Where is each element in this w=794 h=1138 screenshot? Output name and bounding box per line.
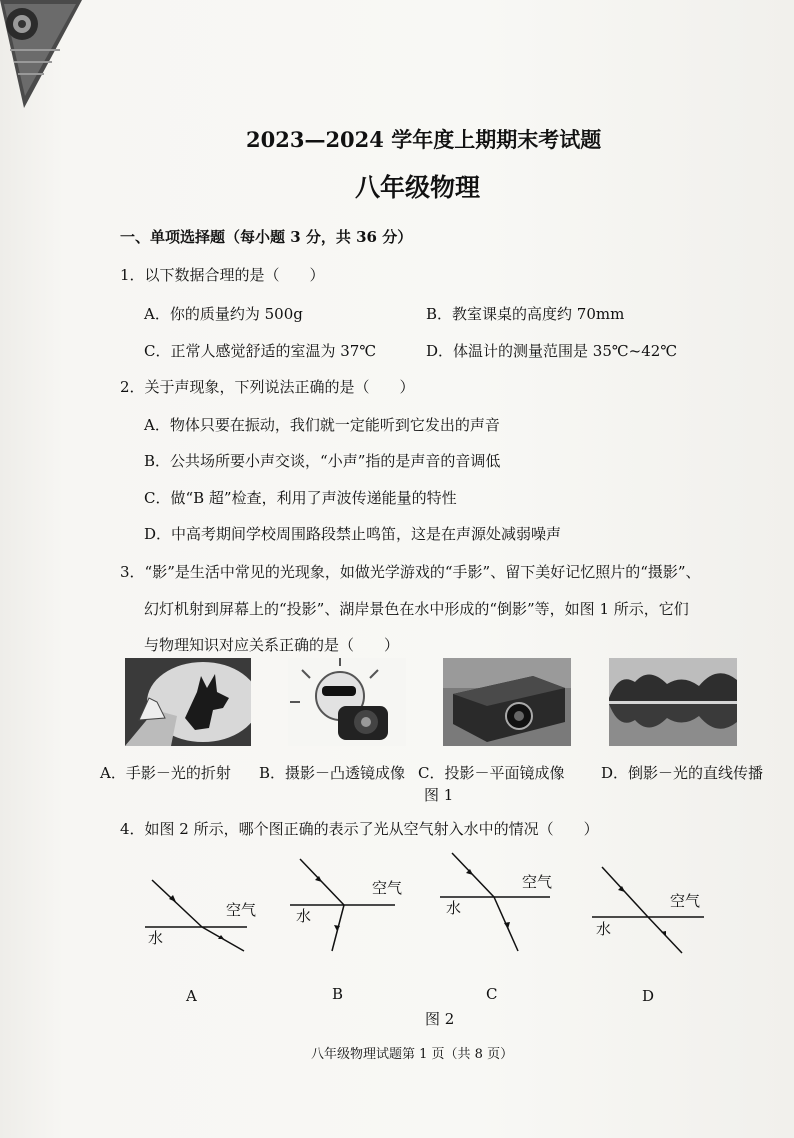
q3-option-a: A．手影－光的折射	[100, 764, 231, 782]
diagram-d	[592, 845, 722, 960]
q2-option-a: A．物体只要在振动，我们就一定能听到它发出的声音	[144, 416, 500, 434]
camera-photo	[288, 658, 406, 746]
q2-option-b: B．公共场所要小声交谈，“小声”指的是声音的音调低	[144, 452, 501, 470]
lace-corner-decoration	[0, 0, 82, 110]
q3-line1: 3．“影”是生活中常见的光现象，如做光学游戏的“手影”、留下美好记忆照片的“摄影”、	[120, 563, 701, 581]
figure1-caption: 图 1	[424, 786, 454, 804]
q2-option-d: D．中高考期间学校周围路段禁止鸣笛，这是在声源处减弱噪声	[144, 525, 562, 543]
q1-stem: 1．以下数据合理的是（ ）	[120, 266, 325, 284]
diagram-a	[140, 845, 270, 960]
page-footer: 八年级物理试题第 1 页（共 8 页）	[311, 1047, 514, 1062]
q2-option-c: C．做“B 超”检查，利用了声波传递能量的特性	[144, 489, 457, 507]
q3-option-b: B．摄影－凸透镜成像	[259, 764, 406, 782]
diagram-d-air-label: 空气	[670, 892, 701, 910]
q3-option-c: C．投影－平面镜成像	[418, 764, 565, 782]
diagram-d-water-label: 水	[596, 920, 612, 938]
diagram-c-label: C	[486, 985, 498, 1003]
q1-option-b: B．教室课桌的高度约 70mm	[426, 305, 625, 323]
exam-title: 2023—2024 学年度上期期末考试题	[246, 127, 602, 152]
q3-line2: 幻灯机射到屏幕上的“投影”、湖岸景色在水中形成的“倒影”等，如图 1 所示，它们	[144, 600, 689, 618]
q4-stem: 4．如图 2 所示，哪个图正确的表示了光从空气射入水中的情况（ ）	[120, 820, 599, 838]
figure2-caption: 图 2	[425, 1010, 455, 1028]
q3-line3: 与物理知识对应关系正确的是（ ）	[144, 636, 400, 654]
diagram-a-water-label: 水	[148, 929, 164, 947]
hand-shadow-photo	[125, 658, 251, 746]
reflection-photo	[609, 658, 737, 746]
q1-option-a: A．你的质量约为 500g	[144, 305, 303, 323]
diagram-b-air-label: 空气	[372, 879, 403, 897]
diagram-d-label: D	[642, 987, 655, 1005]
diagram-b	[290, 845, 420, 960]
q3-option-d: D．倒影－光的直线传播	[601, 764, 764, 782]
q2-stem: 2．关于声现象，下列说法正确的是（ ）	[120, 378, 415, 396]
diagram-b-label: B	[332, 985, 344, 1003]
q1-option-c: C．正常人感觉舒适的室温为 37℃	[144, 342, 377, 360]
q1-option-d: D．体温计的测量范围是 35℃~42℃	[426, 342, 678, 360]
projector-photo	[443, 658, 571, 746]
diagram-a-label: A	[186, 987, 197, 1005]
diagram-b-water-label: 水	[296, 907, 312, 925]
section-heading: 一、单项选择题（每小题 3 分，共 36 分）	[120, 228, 413, 246]
exam-subject: 八年级物理	[355, 173, 481, 202]
diagram-c-water-label: 水	[446, 899, 462, 917]
diagram-c-air-label: 空气	[522, 873, 553, 891]
diagram-c	[440, 845, 570, 960]
diagram-a-air-label: 空气	[226, 901, 257, 919]
